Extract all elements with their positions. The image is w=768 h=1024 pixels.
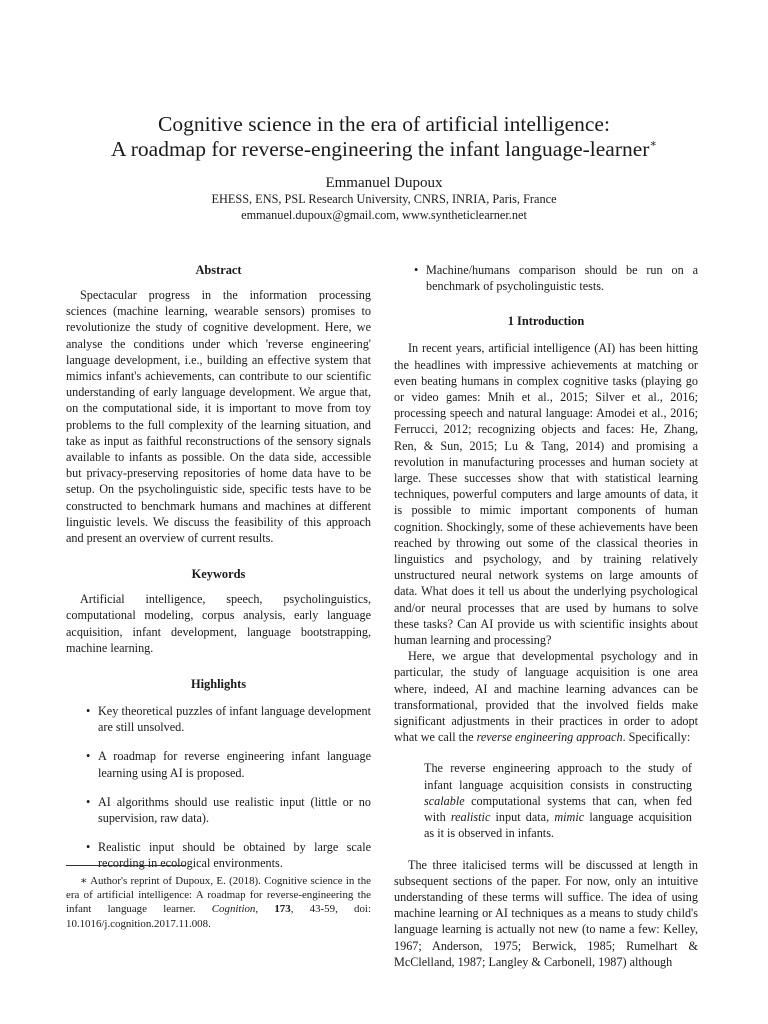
footnote-citation: Author's reprint of Dupoux, E. (2018). Cognitive science in the era of artificial intelligence: A roadmap for reverse-engineering the infant language learner. xyxy=(66,875,371,916)
footnote-pages-doi: , 43-59, doi: 10.1016/j.cognition.2017.11.008. xyxy=(66,903,371,930)
highlight-text: Realistic input should be obtained by large scale recording in ecological environments. xyxy=(98,840,371,871)
highlights-heading: Highlights xyxy=(190,677,247,692)
highlight-text: A roadmap for reverse engineering infant language learning using AI is proposed. xyxy=(98,749,371,780)
quote-term-scalable: scalable xyxy=(424,793,465,808)
highlight-text: Key theoretical puzzles of infant language development are still unsolved. xyxy=(98,704,371,735)
quote-part-b: computational systems that can, when fed with xyxy=(424,793,692,825)
quote-part-c: input data, xyxy=(490,810,555,825)
affiliation-block xyxy=(0,192,768,223)
intro-paragraph-2-end: . Specifically: xyxy=(622,730,691,745)
right-column xyxy=(394,262,698,970)
quote-part-a: The reverse engineering approach to the study of infant language acquisition consists in constructing xyxy=(424,761,692,792)
footnote-journal: Cognition xyxy=(211,903,256,916)
intro-paragraph-2-start: Here, we argue that developmental psychology and in particular, the study of language acquisition is one area where, indeed, AI and machine learning advances can be transformational, provided that the involved fields make significant adjustments in their practices in order to adopt what we call the xyxy=(394,649,698,745)
highlight-item xyxy=(66,703,371,735)
abstract-heading: Abstract xyxy=(195,263,242,277)
keywords-heading: Keywords xyxy=(191,567,246,582)
highlight-text: AI algorithms should use realistic input (little or no supervision, raw data). xyxy=(98,794,371,826)
highlight-text: Machine/humans comparison should be run on a benchmark of psycholinguistic tests. xyxy=(426,263,698,294)
abstract-text: Spectacular progress in the information processing sciences (machine learning, wearable sensors) promises to revolutionize the study of cognitive development. Here, we analyse the conditions under which 'reverse engineering' language development, i.e., building an effective system that mimics infant's achievements, can contribute to our scientific understanding of early language development. We argue that, on the computational side, it is important to move from toy problems to the full complexity of the learning situation, and take as input as faithful reconstructions of the sensory signals available to infants as possible. On the data side, accessible but privacy-preserving repositories of home data have to be setup. On the psycholinguistic side, specific tests have to be constructed to benchmark humans and machines at different linguistic levels. We discuss the feasibility of this approach and present an overview of current results. xyxy=(66,288,371,546)
intro-paragraph-2 xyxy=(394,648,698,745)
bullet-icon: • xyxy=(86,840,91,855)
bullet-icon: • xyxy=(86,794,91,809)
bullet-icon: • xyxy=(86,749,91,764)
paper-title xyxy=(0,112,768,162)
keywords-text: Artificial intelligence, speech, psycholinguistics, computational modeling, corpus analysis, early language acquisition, infant development, language bootstrapping, machine learning. xyxy=(66,592,371,655)
left-column xyxy=(66,262,371,872)
quote-term-mimic: mimic xyxy=(554,810,585,825)
title-footnote-mark: ∗ xyxy=(649,138,657,150)
reverse-engineering-term: reverse engineering approach xyxy=(476,730,623,745)
definition-quote xyxy=(394,760,698,841)
quote-part-d: language acquisition as it is observed in infants. xyxy=(424,810,692,841)
intro-paragraph-3: The three italicised terms will be discussed at length in subsequent sections of the paper. For now, only an intuitive understanding of these terms will suffice. The idea of using machine learning or AI techniques as a means to study child's language learning is actually not new (to name a few: Kelley, 1967; Anderson, 1975; Berwick, 1985; Rumelhart & McClelland, 1987; Langley & Carbonell, 1987) although xyxy=(394,857,698,969)
intro-paragraph-1: In recent years, artificial intelligence (AI) has been hitting the headlines with impressive achievements at matching or even beating humans in complex cognitive tasks (playing go or video games: Mnih et al., 2015; Silver et al., 2016; processing speech and natural language: Amodei et al., 2016; Ferrucci, 2012; recognizing objects and faces: He, Zhang, Ren, & Sun, 2015; Lu & Tang, 2014) and promising a revolution in manufacturing processes and human society at large. These successes show that with statistical learning techniques, powerful computers and large amounts of data, it is possible to mimic important components of human cognition. Shockingly, some of these achievements have been reached by throwing out some of the classical theories in linguistics and psychology, and by training relatively unstructured neural network systems on large amounts of data. What does it tell us about the underlying psychological and/or neural processes that are used by humans to solve these tasks? Can AI provide us with scientific insights about human learning and processing? xyxy=(394,341,698,648)
title-line-2 xyxy=(0,137,768,162)
footnote-text xyxy=(66,874,371,931)
highlight-item xyxy=(66,748,371,780)
bullet-icon: • xyxy=(414,263,419,277)
affiliation: EHESS, ENS, PSL Research University, CNRS, INRIA, Paris, France xyxy=(211,192,557,206)
contact-info: emmanuel.dupoux@gmail.com, www.syntheticlearner.net xyxy=(241,207,527,222)
title-line-2-text: A roadmap for reverse-engineering the infant language-learner xyxy=(111,137,650,161)
footnote xyxy=(66,865,371,931)
footnote-volume: 173 xyxy=(274,903,291,916)
footnote-rule xyxy=(66,865,186,866)
footnote-mark: ∗ xyxy=(80,875,88,887)
title-line-1: Cognitive science in the era of artificial intelligence: xyxy=(158,112,610,136)
introduction-heading: 1 Introduction xyxy=(507,314,585,329)
highlight-item xyxy=(66,794,371,826)
bullet-icon: • xyxy=(86,704,91,719)
highlight-item xyxy=(394,262,698,294)
footnote-comma: , xyxy=(255,903,275,916)
author-name: Emmanuel Dupoux xyxy=(325,175,443,191)
quote-term-realistic: realistic xyxy=(450,810,491,825)
